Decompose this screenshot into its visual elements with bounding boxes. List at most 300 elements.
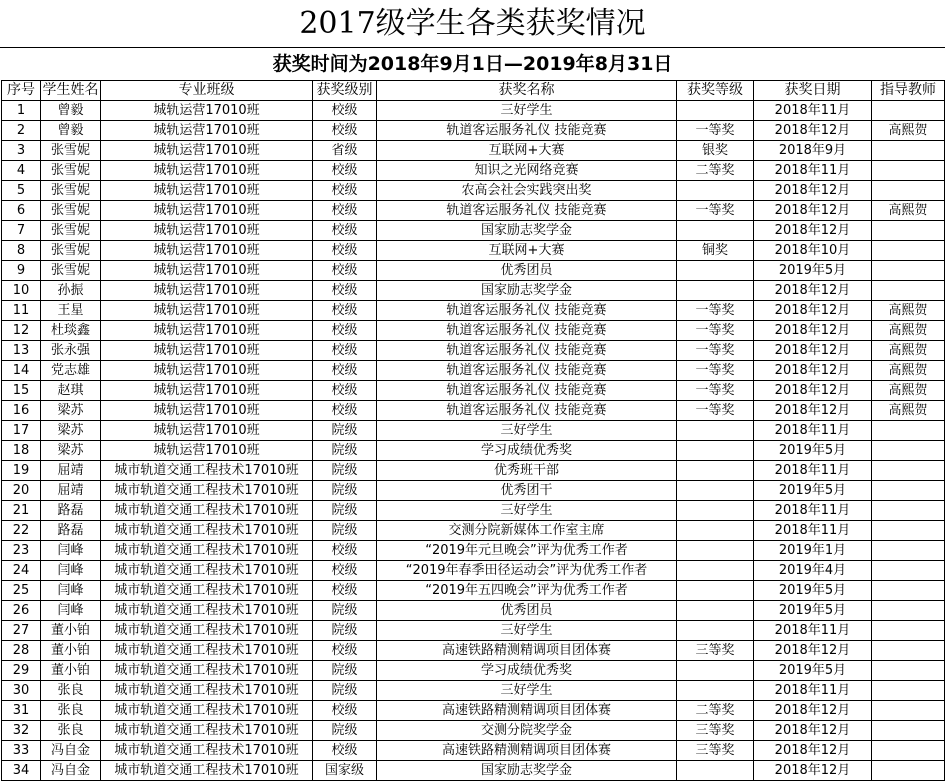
- table-row: [2, 461, 945, 481]
- cell-col-class: 城轨运营17010班: [101, 141, 313, 161]
- cell-col-class: 城轨运营17010班: [101, 241, 313, 261]
- cell-col-award-name: 互联网+大赛: [377, 241, 677, 261]
- cell-col-award-name: “2019年元旦晚会”评为优秀工作者: [377, 541, 677, 561]
- cell-col-student-name: 曾毅: [41, 101, 101, 121]
- cell-col-award-grade: [677, 261, 754, 281]
- cell-col-award-date: 2018年12月: [754, 281, 872, 301]
- cell-col-award-date: 2019年4月: [754, 561, 872, 581]
- cell-col-class: 城市轨道交通工程技术17010班: [101, 681, 313, 701]
- cell-col-award-grade: 铜奖: [677, 241, 754, 261]
- cell-col-advisor: 高熙贺: [872, 301, 945, 321]
- cell-col-advisor: [872, 161, 945, 181]
- cell-col-index: 12: [2, 321, 41, 341]
- table-row: [2, 621, 945, 641]
- cell-col-advisor: 高熙贺: [872, 201, 945, 221]
- cell-col-award-name: 轨道客运服务礼仪 技能竞赛: [377, 301, 677, 321]
- cell-col-award-date: 2018年11月: [754, 461, 872, 481]
- table-row: [2, 121, 945, 141]
- cell-col-index: 21: [2, 501, 41, 521]
- cell-col-advisor: 高熙贺: [872, 381, 945, 401]
- table-row: [2, 441, 945, 461]
- cell-col-class: 城轨运营17010班: [101, 381, 313, 401]
- cell-col-advisor: [872, 521, 945, 541]
- cell-col-award-name: 三好学生: [377, 681, 677, 701]
- cell-col-award-name: 交测分院新媒体工作室主席: [377, 521, 677, 541]
- cell-col-award-name: 知识之光网络竞赛: [377, 161, 677, 181]
- cell-col-award-date: 2018年12月: [754, 181, 872, 201]
- cell-col-award-grade: 三等奖: [677, 721, 754, 741]
- cell-col-student-name: 屈靖: [41, 461, 101, 481]
- cell-col-index: 31: [2, 701, 41, 721]
- cell-col-award-name: 互联网+大赛: [377, 141, 677, 161]
- cell-col-student-name: 梁苏: [41, 441, 101, 461]
- cell-col-index: 17: [2, 421, 41, 441]
- cell-col-class: 城市轨道交通工程技术17010班: [101, 701, 313, 721]
- table-row: [2, 341, 945, 361]
- cell-col-advisor: [872, 181, 945, 201]
- cell-col-index: 11: [2, 301, 41, 321]
- cell-col-award-grade: [677, 621, 754, 641]
- cell-col-class: 城轨运营17010班: [101, 181, 313, 201]
- cell-col-student-name: 孙振: [41, 281, 101, 301]
- cell-col-award-date: 2018年11月: [754, 501, 872, 521]
- cell-col-award-name: 优秀团员: [377, 261, 677, 281]
- cell-col-index: 5: [2, 181, 41, 201]
- table-row: [2, 141, 945, 161]
- cell-col-student-name: 王星: [41, 301, 101, 321]
- cell-col-award-grade: 一等奖: [677, 321, 754, 341]
- cell-col-award-date: 2018年12月: [754, 761, 872, 781]
- table-row: [2, 201, 945, 221]
- cell-col-award-date: 2018年9月: [754, 141, 872, 161]
- cell-col-student-name: 屈靖: [41, 481, 101, 501]
- cell-col-award-name: 交测分院奖学金: [377, 721, 677, 741]
- cell-col-award-date: 2018年12月: [754, 221, 872, 241]
- cell-col-award-date: 2018年12月: [754, 341, 872, 361]
- cell-col-index: 26: [2, 601, 41, 621]
- cell-col-award-date: 2018年12月: [754, 361, 872, 381]
- cell-col-award-name: 高速铁路精测精调项目团体赛: [377, 641, 677, 661]
- cell-col-award-grade: [677, 541, 754, 561]
- cell-col-award-date: 2018年12月: [754, 381, 872, 401]
- cell-col-index: 29: [2, 661, 41, 681]
- table-row: [2, 641, 945, 661]
- cell-col-award-name: 轨道客运服务礼仪 技能竞赛: [377, 381, 677, 401]
- cell-col-index: 28: [2, 641, 41, 661]
- cell-col-award-name: 三好学生: [377, 621, 677, 641]
- cell-col-class: 城轨运营17010班: [101, 361, 313, 381]
- cell-col-index: 34: [2, 761, 41, 781]
- cell-col-award-name: 高速铁路精测精调项目团体赛: [377, 741, 677, 761]
- cell-col-award-grade: 一等奖: [677, 381, 754, 401]
- cell-col-award-date: 2018年10月: [754, 241, 872, 261]
- cell-col-advisor: 高熙贺: [872, 401, 945, 421]
- cell-col-award-date: 2019年5月: [754, 441, 872, 461]
- sheet-subtitle: 获奖时间为2018年9月1日—2019年8月31日: [272, 53, 673, 75]
- cell-col-advisor: [872, 581, 945, 601]
- awards-table: [1, 80, 945, 781]
- cell-col-award-date: 2019年5月: [754, 601, 872, 621]
- cell-col-award-name: 三好学生: [377, 421, 677, 441]
- cell-col-class: 城市轨道交通工程技术17010班: [101, 661, 313, 681]
- cell-col-award-level: 校级: [313, 701, 377, 721]
- cell-col-advisor: [872, 461, 945, 481]
- cell-col-award-level: 院级: [313, 501, 377, 521]
- cell-col-class: 城市轨道交通工程技术17010班: [101, 541, 313, 561]
- cell-col-award-name: “2019年五四晚会”评为优秀工作者: [377, 581, 677, 601]
- cell-col-student-name: 闫峰: [41, 601, 101, 621]
- cell-col-award-name: 农高会社会实践突出奖: [377, 181, 677, 201]
- cell-col-award-level: 院级: [313, 621, 377, 641]
- cell-col-index: 1: [2, 101, 41, 121]
- cell-col-award-name: 轨道客运服务礼仪 技能竞赛: [377, 321, 677, 341]
- table-row: [2, 161, 945, 181]
- cell-col-award-grade: [677, 521, 754, 541]
- cell-col-award-level: 校级: [313, 301, 377, 321]
- cell-col-award-name: 学习成绩优秀奖: [377, 661, 677, 681]
- cell-col-award-level: 省级: [313, 141, 377, 161]
- cell-col-advisor: [872, 621, 945, 641]
- cell-col-advisor: [872, 681, 945, 701]
- cell-col-award-level: 院级: [313, 481, 377, 501]
- table-row: [2, 601, 945, 621]
- cell-col-award-grade: [677, 581, 754, 601]
- cell-col-class: 城市轨道交通工程技术17010班: [101, 481, 313, 501]
- cell-col-award-level: 校级: [313, 181, 377, 201]
- cell-col-student-name: 张良: [41, 721, 101, 741]
- cell-col-student-name: 杜琰鑫: [41, 321, 101, 341]
- cell-col-award-date: 2018年12月: [754, 701, 872, 721]
- cell-col-award-date: 2018年12月: [754, 321, 872, 341]
- cell-col-advisor: [872, 261, 945, 281]
- cell-col-award-level: 校级: [313, 221, 377, 241]
- cell-col-index: 9: [2, 261, 41, 281]
- cell-col-award-name: 国家励志奖学金: [377, 281, 677, 301]
- cell-col-student-name: 闫峰: [41, 541, 101, 561]
- cell-col-award-level: 院级: [313, 681, 377, 701]
- cell-col-award-level: 校级: [313, 641, 377, 661]
- cell-col-class: 城市轨道交通工程技术17010班: [101, 561, 313, 581]
- cell-col-class: 城市轨道交通工程技术17010班: [101, 461, 313, 481]
- cell-col-award-grade: 一等奖: [677, 121, 754, 141]
- cell-col-award-name: 国家励志奖学金: [377, 761, 677, 781]
- table-row: [2, 741, 945, 761]
- cell-col-award-name: 轨道客运服务礼仪 技能竞赛: [377, 201, 677, 221]
- cell-col-advisor: [872, 221, 945, 241]
- cell-col-advisor: [872, 481, 945, 501]
- cell-col-advisor: 高熙贺: [872, 341, 945, 361]
- cell-col-index: 15: [2, 381, 41, 401]
- table-row: [2, 381, 945, 401]
- cell-col-award-grade: [677, 681, 754, 701]
- cell-col-student-name: 董小铂: [41, 661, 101, 681]
- cell-col-index: 7: [2, 221, 41, 241]
- table-row: [2, 541, 945, 561]
- cell-col-index: 16: [2, 401, 41, 421]
- cell-col-index: 19: [2, 461, 41, 481]
- cell-col-advisor: 高熙贺: [872, 121, 945, 141]
- cell-col-award-date: 2018年11月: [754, 421, 872, 441]
- cell-col-student-name: 冯自金: [41, 741, 101, 761]
- header-col-award-name: 获奖名称: [377, 81, 677, 101]
- cell-col-award-grade: [677, 481, 754, 501]
- cell-col-class: 城市轨道交通工程技术17010班: [101, 641, 313, 661]
- cell-col-index: 10: [2, 281, 41, 301]
- cell-col-award-name: 三好学生: [377, 501, 677, 521]
- cell-col-award-name: 三好学生: [377, 101, 677, 121]
- cell-col-student-name: 张良: [41, 701, 101, 721]
- cell-col-class: 城轨运营17010班: [101, 421, 313, 441]
- cell-col-advisor: [872, 101, 945, 121]
- cell-col-student-name: 路磊: [41, 521, 101, 541]
- cell-col-class: 城市轨道交通工程技术17010班: [101, 761, 313, 781]
- cell-col-advisor: 高熙贺: [872, 361, 945, 381]
- cell-col-award-level: 校级: [313, 281, 377, 301]
- cell-col-student-name: 张雪妮: [41, 261, 101, 281]
- sheet-title: 2017级学生各类获奖情况: [0, 0, 945, 48]
- cell-col-student-name: 党志雄: [41, 361, 101, 381]
- cell-col-award-name: 轨道客运服务礼仪 技能竞赛: [377, 361, 677, 381]
- cell-col-award-date: 2018年11月: [754, 101, 872, 121]
- cell-col-award-level: 校级: [313, 201, 377, 221]
- cell-col-advisor: [872, 141, 945, 161]
- cell-col-advisor: [872, 441, 945, 461]
- cell-col-award-grade: [677, 221, 754, 241]
- cell-col-class: 城市轨道交通工程技术17010班: [101, 501, 313, 521]
- cell-col-award-level: 校级: [313, 321, 377, 341]
- cell-col-advisor: [872, 541, 945, 561]
- cell-col-award-name: 优秀团员: [377, 601, 677, 621]
- cell-col-class: 城市轨道交通工程技术17010班: [101, 521, 313, 541]
- header-col-award-level: 获奖级别: [313, 81, 377, 101]
- cell-col-award-name: 轨道客运服务礼仪 技能竞赛: [377, 121, 677, 141]
- cell-col-award-level: 院级: [313, 521, 377, 541]
- cell-col-index: 18: [2, 441, 41, 461]
- cell-col-award-grade: [677, 461, 754, 481]
- cell-col-award-level: 院级: [313, 661, 377, 681]
- cell-col-award-grade: [677, 421, 754, 441]
- cell-col-award-grade: [677, 501, 754, 521]
- cell-col-award-date: 2018年11月: [754, 681, 872, 701]
- cell-col-index: 33: [2, 741, 41, 761]
- cell-col-award-grade: 三等奖: [677, 641, 754, 661]
- cell-col-advisor: 高熙贺: [872, 321, 945, 341]
- cell-col-award-grade: [677, 661, 754, 681]
- header-col-student-name: 学生姓名: [41, 81, 101, 101]
- cell-col-award-level: 校级: [313, 241, 377, 261]
- header-col-class: 专业班级: [101, 81, 313, 101]
- cell-col-class: 城市轨道交通工程技术17010班: [101, 601, 313, 621]
- cell-col-award-level: 校级: [313, 581, 377, 601]
- table-row: [2, 701, 945, 721]
- cell-col-award-level: 校级: [313, 561, 377, 581]
- table-row: [2, 261, 945, 281]
- cell-col-award-grade: 二等奖: [677, 701, 754, 721]
- cell-col-award-grade: 一等奖: [677, 201, 754, 221]
- cell-col-award-grade: 一等奖: [677, 401, 754, 421]
- cell-col-award-grade: [677, 281, 754, 301]
- cell-col-award-date: 2019年5月: [754, 661, 872, 681]
- cell-col-award-date: 2019年5月: [754, 581, 872, 601]
- cell-col-award-level: 院级: [313, 461, 377, 481]
- table-row: [2, 481, 945, 501]
- cell-col-index: 24: [2, 561, 41, 581]
- cell-col-award-level: 校级: [313, 341, 377, 361]
- cell-col-class: 城轨运营17010班: [101, 321, 313, 341]
- cell-col-student-name: 冯自金: [41, 761, 101, 781]
- cell-col-award-grade: [677, 761, 754, 781]
- table-row: [2, 101, 945, 121]
- cell-col-class: 城市轨道交通工程技术17010班: [101, 581, 313, 601]
- cell-col-index: 23: [2, 541, 41, 561]
- cell-col-student-name: 董小铂: [41, 641, 101, 661]
- table-row: [2, 501, 945, 521]
- cell-col-class: 城轨运营17010班: [101, 401, 313, 421]
- cell-col-advisor: [872, 641, 945, 661]
- cell-col-award-name: 优秀团干: [377, 481, 677, 501]
- cell-col-index: 25: [2, 581, 41, 601]
- cell-col-student-name: 路磊: [41, 501, 101, 521]
- cell-col-index: 8: [2, 241, 41, 261]
- table-row: [2, 361, 945, 381]
- cell-col-class: 城轨运营17010班: [101, 121, 313, 141]
- cell-col-index: 20: [2, 481, 41, 501]
- cell-col-index: 22: [2, 521, 41, 541]
- table-row: [2, 721, 945, 741]
- cell-col-advisor: [872, 701, 945, 721]
- cell-col-student-name: 赵琪: [41, 381, 101, 401]
- cell-col-award-level: 校级: [313, 361, 377, 381]
- cell-col-award-name: 轨道客运服务礼仪 技能竞赛: [377, 401, 677, 421]
- cell-col-award-grade: 三等奖: [677, 741, 754, 761]
- cell-col-award-level: 国家级: [313, 761, 377, 781]
- table-row: [2, 561, 945, 581]
- cell-col-index: 13: [2, 341, 41, 361]
- cell-col-award-grade: 一等奖: [677, 301, 754, 321]
- table-row: [2, 241, 945, 261]
- cell-col-award-level: 校级: [313, 741, 377, 761]
- table-row: [2, 421, 945, 441]
- cell-col-award-level: 院级: [313, 441, 377, 461]
- cell-col-award-level: 校级: [313, 401, 377, 421]
- cell-col-index: 14: [2, 361, 41, 381]
- cell-col-class: 城轨运营17010班: [101, 281, 313, 301]
- cell-col-advisor: [872, 761, 945, 781]
- cell-col-student-name: 张雪妮: [41, 221, 101, 241]
- table-row: [2, 301, 945, 321]
- cell-col-index: 2: [2, 121, 41, 141]
- cell-col-advisor: [872, 421, 945, 441]
- cell-col-award-name: 轨道客运服务礼仪 技能竞赛: [377, 341, 677, 361]
- cell-col-class: 城轨运营17010班: [101, 161, 313, 181]
- cell-col-award-level: 院级: [313, 421, 377, 441]
- cell-col-award-level: 校级: [313, 381, 377, 401]
- cell-col-award-level: 校级: [313, 261, 377, 281]
- cell-col-student-name: 张良: [41, 681, 101, 701]
- cell-col-student-name: 曾毅: [41, 121, 101, 141]
- cell-col-award-grade: [677, 181, 754, 201]
- cell-col-award-level: 校级: [313, 101, 377, 121]
- cell-col-award-name: “2019年春季田径运动会”评为优秀工作者: [377, 561, 677, 581]
- cell-col-index: 4: [2, 161, 41, 181]
- cell-col-award-date: 2018年12月: [754, 641, 872, 661]
- cell-col-class: 城轨运营17010班: [101, 221, 313, 241]
- table-row: [2, 221, 945, 241]
- cell-col-award-name: 高速铁路精测精调项目团体赛: [377, 701, 677, 721]
- cell-col-student-name: 张雪妮: [41, 181, 101, 201]
- cell-col-index: 6: [2, 201, 41, 221]
- table-row: [2, 681, 945, 701]
- cell-col-award-level: 院级: [313, 601, 377, 621]
- cell-col-advisor: [872, 241, 945, 261]
- header-col-advisor: 指导教师: [872, 81, 945, 101]
- cell-col-award-level: 校级: [313, 541, 377, 561]
- cell-col-class: 城市轨道交通工程技术17010班: [101, 741, 313, 761]
- table-row: [2, 661, 945, 681]
- table-row: [2, 281, 945, 301]
- cell-col-advisor: [872, 281, 945, 301]
- cell-col-student-name: 张雪妮: [41, 161, 101, 181]
- cell-col-class: 城轨运营17010班: [101, 301, 313, 321]
- cell-col-award-date: 2018年11月: [754, 621, 872, 641]
- cell-col-index: 32: [2, 721, 41, 741]
- cell-col-award-level: 校级: [313, 121, 377, 141]
- cell-col-award-date: 2019年5月: [754, 481, 872, 501]
- cell-col-student-name: 闫峰: [41, 561, 101, 581]
- cell-col-award-name: 优秀班干部: [377, 461, 677, 481]
- cell-col-award-name: 学习成绩优秀奖: [377, 441, 677, 461]
- cell-col-award-date: 2019年1月: [754, 541, 872, 561]
- header-col-award-date: 获奖日期: [754, 81, 872, 101]
- cell-col-student-name: 梁苏: [41, 421, 101, 441]
- table-row: [2, 181, 945, 201]
- cell-col-class: 城轨运营17010班: [101, 201, 313, 221]
- cell-col-award-grade: [677, 441, 754, 461]
- cell-col-student-name: 张永强: [41, 341, 101, 361]
- cell-col-index: 30: [2, 681, 41, 701]
- table-header-row: [2, 81, 945, 101]
- cell-col-class: 城轨运营17010班: [101, 341, 313, 361]
- cell-col-class: 城轨运营17010班: [101, 441, 313, 461]
- header-col-award-grade: 获奖等级: [677, 81, 754, 101]
- cell-col-award-date: 2018年11月: [754, 161, 872, 181]
- cell-col-class: 城市轨道交通工程技术17010班: [101, 621, 313, 641]
- cell-col-award-date: 2018年12月: [754, 741, 872, 761]
- cell-col-award-date: 2018年12月: [754, 401, 872, 421]
- cell-col-advisor: [872, 721, 945, 741]
- cell-col-advisor: [872, 501, 945, 521]
- table-row: [2, 521, 945, 541]
- cell-col-award-grade: [677, 561, 754, 581]
- cell-col-class: 城市轨道交通工程技术17010班: [101, 721, 313, 741]
- header-col-index: 序号: [2, 81, 41, 101]
- cell-col-student-name: 张雪妮: [41, 141, 101, 161]
- cell-col-class: 城轨运营17010班: [101, 101, 313, 121]
- cell-col-award-date: 2018年12月: [754, 721, 872, 741]
- cell-col-award-date: 2018年12月: [754, 301, 872, 321]
- cell-col-award-date: 2018年12月: [754, 121, 872, 141]
- cell-col-student-name: 张雪妮: [41, 241, 101, 261]
- cell-col-award-date: 2019年5月: [754, 261, 872, 281]
- table-row: [2, 401, 945, 421]
- cell-col-award-level: 院级: [313, 721, 377, 741]
- cell-col-class: 城轨运营17010班: [101, 261, 313, 281]
- cell-col-award-grade: 一等奖: [677, 341, 754, 361]
- cell-col-student-name: 董小铂: [41, 621, 101, 641]
- cell-col-index: 3: [2, 141, 41, 161]
- table-row: [2, 761, 945, 781]
- cell-col-index: 27: [2, 621, 41, 641]
